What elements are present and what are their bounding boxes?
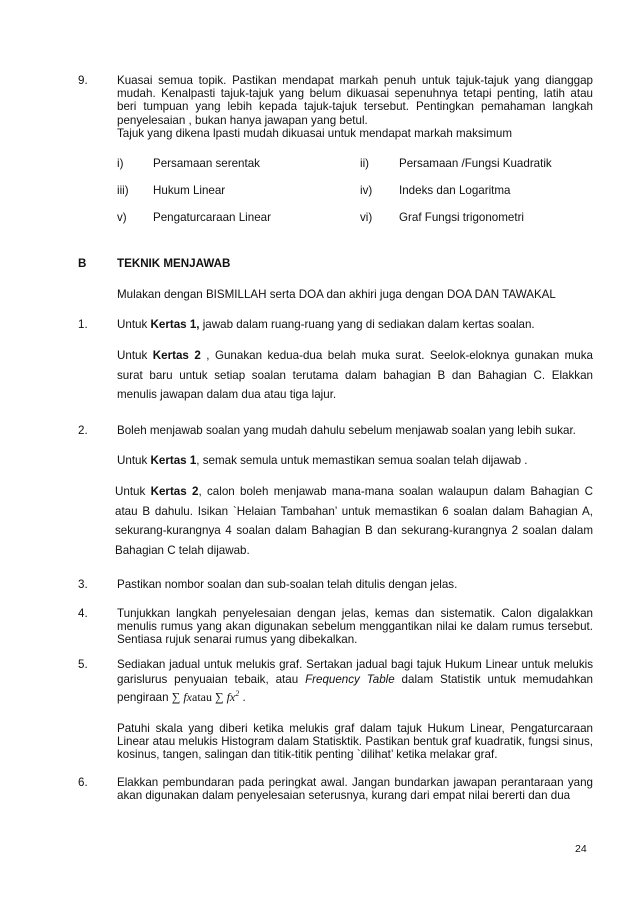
text-span: jawab dalam ruang-ruang yang di sediakan dalam kertas soalan. — [199, 318, 535, 331]
topic-number: vi) — [360, 211, 373, 224]
item-3-number: 3. — [78, 578, 88, 591]
item-5-paragraph-2: Patuhi skala yang diberi ketika melukis graf dalam tajuk Hukum Linear, Pengaturcaraan Linear atau melukis Histogram dalam Statisktik. Pastikan bentuk graf kuadratik, fungsi sinus, kosinus, tangen, salingan dan titik-titik penting `dilihat’ ketika melakar graf. — [117, 722, 593, 762]
item-9-text — [117, 74, 593, 140]
text-span: Untuk — [117, 318, 151, 331]
formula-part: atau — [192, 690, 213, 704]
item-6-text: Elakkan pembundaran pada peringkat awal. Jangan bundarkan jawapan perantaraan yang akan digunakan dalam penyelesaian seterusnya, kurang dari empat nilai bererti dan dua — [117, 776, 593, 803]
item-4-text: Tunjukkan langkah penyelesaian dengan jelas, kemas dan sistematik. Calon digalakkan menulis rumus yang akan digunakan sebelum menggantikan nilai ke dalam rumus tersebut. Sentiasa rujuk senarai rumus yang dibekalkan. — [117, 607, 593, 647]
text-span: Untuk — [117, 454, 151, 467]
item-2-paragraph-1: Boleh menjawab soalan yang mudah dahulu sebelum menjawab soalan yang lebih sukar. — [117, 424, 576, 437]
text-span: Sediakan jadual untuk melukis graf. Sertakan jadual bagi tajuk Hukum Linear untuk melukis garislurus penyuaian tebaik, atau — [117, 658, 593, 686]
item-1-paragraph-1 — [117, 318, 593, 331]
formula-part: ∑ fx — [215, 690, 236, 704]
bold-span: Kertas 1, — [150, 318, 200, 331]
item-3-text: Pastikan nombor soalan dan sub-soalan telah ditulis dengan jelas. — [117, 578, 458, 591]
page-number: 24 — [575, 843, 587, 855]
formula-exponent: 2 — [235, 689, 240, 698]
section-b-intro: Mulakan dengan BISMILLAH serta DOA dan akhiri juga dengan DOA DAN TAWAKAL — [117, 288, 556, 301]
section-b-letter: B — [78, 257, 87, 270]
bold-span: Kertas 2 — [152, 349, 201, 362]
item-5-number: 5. — [78, 658, 88, 671]
item-9-paragraph: Kuasai semua topik. Pastikan mendapat markah penuh untuk tajuk-tajuk yang dianggap mudah. Kenalpasti tajuk-tajuk yang belum dikuasai sepenuhnya tetapi penting, latih atau beri tumpuan yang lebih kepada tajuk-tajuk tersebut. Pentingkan pemahaman langkah penyelesaian , bukan hanya jawapan yang betul. — [117, 74, 593, 127]
text-span: , Gunakan kedua-dua belah muka surat. Seelok-eloknya gunakan muka surat baru untuk setiap soalan terutama dalam bahagian B dan Bahagian C. Elakkan menulis jawapan dalam dua atau tiga lajur. — [117, 349, 593, 401]
topic-label: Persamaan /Fungsi Kuadratik — [399, 157, 552, 170]
item-2-number: 2. — [78, 424, 88, 437]
item-4-number: 4. — [78, 607, 88, 620]
topic-label: Pengaturcaraan Linear — [153, 211, 271, 224]
item-5-paragraph-1 — [117, 658, 593, 706]
text-span: Untuk — [115, 485, 151, 498]
item-1-number: 1. — [78, 318, 88, 331]
topic-label: Hukum Linear — [153, 184, 226, 197]
bold-span: Kertas 1 — [150, 454, 197, 467]
summation-formula — [172, 690, 239, 704]
bold-span: Kertas 2 — [150, 485, 199, 498]
item-1-paragraph-2 — [117, 346, 593, 405]
topic-label: Persamaan serentak — [153, 157, 260, 170]
topic-number: iv) — [360, 184, 373, 197]
item-2-paragraph-2 — [117, 454, 593, 467]
formula-part: ∑ fx — [171, 690, 193, 704]
italic-span: Frequency Table — [305, 672, 395, 686]
item-9-subtext: Tajuk yang dikena lpasti mudah dikuasai untuk mendapat markah maksimum — [117, 126, 513, 140]
topic-number: ii) — [360, 157, 370, 170]
item-6-number: 6. — [78, 776, 88, 789]
text-span: , calon boleh menjawab mana-mana soalan walaupun dalam Bahagian C atau B dahulu. Isikan `Helaian Tambahan’ untuk memastikan 6 soalan dalam Bahagian A, sekurang-kurangnya 4 soalan dalam Bahagian B dan sekurang-kurangnya 2 soalan dalam Bahagian C telah dijawab. — [115, 485, 594, 557]
topic-label: Graf Fungsi trigonometri — [399, 211, 525, 224]
text-span: . — [239, 691, 246, 704]
text-span: , semak semula untuk memastikan semua soalan telah dijawab . — [196, 454, 528, 467]
topic-number: iii) — [117, 184, 129, 197]
item-9-number: 9. — [78, 74, 88, 87]
text-span: dalam Statistik untuk memudahkan pengiraan — [117, 672, 594, 704]
section-b-title: TEKNIK MENJAWAB — [117, 257, 231, 270]
text-span: Untuk — [117, 349, 153, 362]
topic-number: i) — [117, 157, 124, 170]
item-2-paragraph-3 — [115, 482, 593, 560]
topic-number: v) — [117, 211, 127, 224]
topic-label: Indeks dan Logaritma — [399, 184, 511, 197]
